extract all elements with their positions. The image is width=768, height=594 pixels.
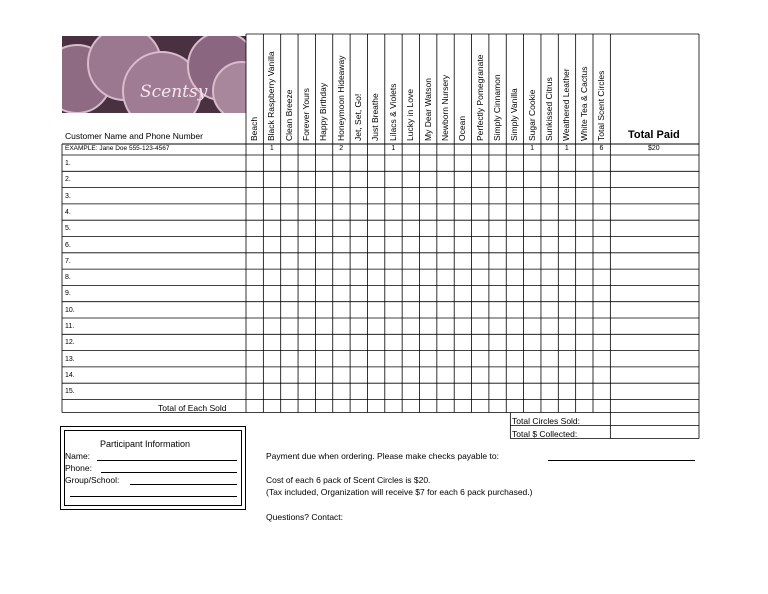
payment-note: Payment due when ordering. Please make checks payable to: bbox=[266, 451, 499, 461]
payable-to-field[interactable] bbox=[548, 460, 695, 461]
order-row-label: 6. bbox=[65, 241, 71, 249]
scent-header-17: Sunkissed Citrus bbox=[543, 77, 554, 141]
order-row-label: 12. bbox=[65, 339, 75, 347]
scent-header-3: Forever Yours bbox=[301, 88, 312, 141]
scent-header-9: Lucky in Love bbox=[405, 89, 416, 141]
order-row-label: 11. bbox=[65, 323, 75, 330]
total-collected-label: Total $ Collected: bbox=[512, 429, 578, 439]
scent-header-13: Perfectly Pomegranate bbox=[474, 54, 485, 141]
order-row-label: 4. bbox=[65, 208, 71, 216]
participant-group-label: Group/School: bbox=[65, 475, 120, 485]
participant-extra-field[interactable] bbox=[70, 496, 237, 497]
scent-header-5: Honeymoon Hideaway bbox=[335, 55, 346, 141]
order-row-label: 2. bbox=[65, 176, 71, 184]
participant-phone-label: Phone: bbox=[65, 463, 92, 473]
scent-header-1: Black Raspberry Vanilla bbox=[266, 51, 277, 141]
order-row-label: 3. bbox=[65, 192, 71, 200]
scent-header-4: Happy Birthday bbox=[318, 82, 329, 141]
order-row-label: 8. bbox=[65, 274, 71, 282]
scent-header-10: My Dear Watson bbox=[422, 78, 433, 141]
order-row-label: 1. bbox=[65, 160, 71, 167]
example-cell-8: 1 bbox=[391, 145, 396, 152]
example-cell-20: 6 bbox=[599, 145, 604, 152]
participant-phone-field[interactable] bbox=[101, 472, 237, 473]
scent-header-16: Sugar Cookie bbox=[526, 89, 537, 141]
scent-header-11: Newborn Nursery bbox=[439, 74, 450, 141]
total-circles-sold-label: Total Circles Sold: bbox=[512, 416, 581, 426]
order-row-label: 13. bbox=[65, 355, 75, 363]
total-each-sold-label: Total of Each Sold bbox=[158, 403, 227, 413]
participant-group-field[interactable] bbox=[130, 484, 237, 485]
scent-header-14: Simply Cinnamon bbox=[491, 74, 502, 141]
scent-header-8: Lilacs & Violets bbox=[387, 83, 398, 141]
scent-header-0: Beach bbox=[249, 116, 259, 141]
participant-name-label: Name: bbox=[65, 451, 91, 461]
tax-note: (Tax included, Organization will receive $7 for each 6 pack purchased.) bbox=[266, 487, 533, 497]
scent-header-2: Clean Breeze bbox=[283, 89, 294, 141]
order-row-label: 15. bbox=[65, 388, 75, 396]
cost-note: Cost of each 6 pack of Scent Circles is $20. bbox=[266, 475, 431, 485]
example-total-paid: $20 bbox=[648, 145, 660, 152]
scent-header-7: Just Breathe bbox=[370, 93, 381, 141]
example-row-label: EXAMPLE: Jane Doe 555-123-4567 bbox=[65, 145, 170, 152]
scent-header-19: White Tea & Cactus bbox=[578, 66, 589, 141]
questions-contact: Questions? Contact: bbox=[266, 512, 344, 522]
example-cell-5: 2 bbox=[339, 145, 344, 152]
participant-info-title: Participant Information bbox=[100, 439, 191, 449]
customer-column-header: Customer Name and Phone Number bbox=[65, 131, 203, 141]
scent-header-15: Simply Vanilla bbox=[509, 88, 520, 141]
order-row-label: 10. bbox=[65, 306, 75, 314]
scent-header-12: Ocean bbox=[457, 115, 468, 141]
example-cell-18: 1 bbox=[564, 145, 569, 152]
banner-brand-text: Scentsy bbox=[140, 82, 208, 102]
order-row-label: 9. bbox=[65, 290, 71, 298]
example-cell-16: 1 bbox=[530, 145, 535, 152]
order-row-label: 14. bbox=[65, 371, 75, 379]
scent-header-18: Weathered Leather bbox=[561, 68, 572, 141]
order-row-label: 5. bbox=[65, 225, 71, 233]
participant-name-field[interactable] bbox=[97, 460, 237, 461]
scent-header-20: Total Scent Circles bbox=[596, 70, 606, 141]
scent-header-6: Jet, Set, Go! bbox=[353, 93, 364, 141]
total-paid-header: Total Paid bbox=[628, 129, 680, 141]
example-cell-1: 1 bbox=[269, 145, 274, 152]
order-row-label: 7. bbox=[65, 257, 71, 265]
